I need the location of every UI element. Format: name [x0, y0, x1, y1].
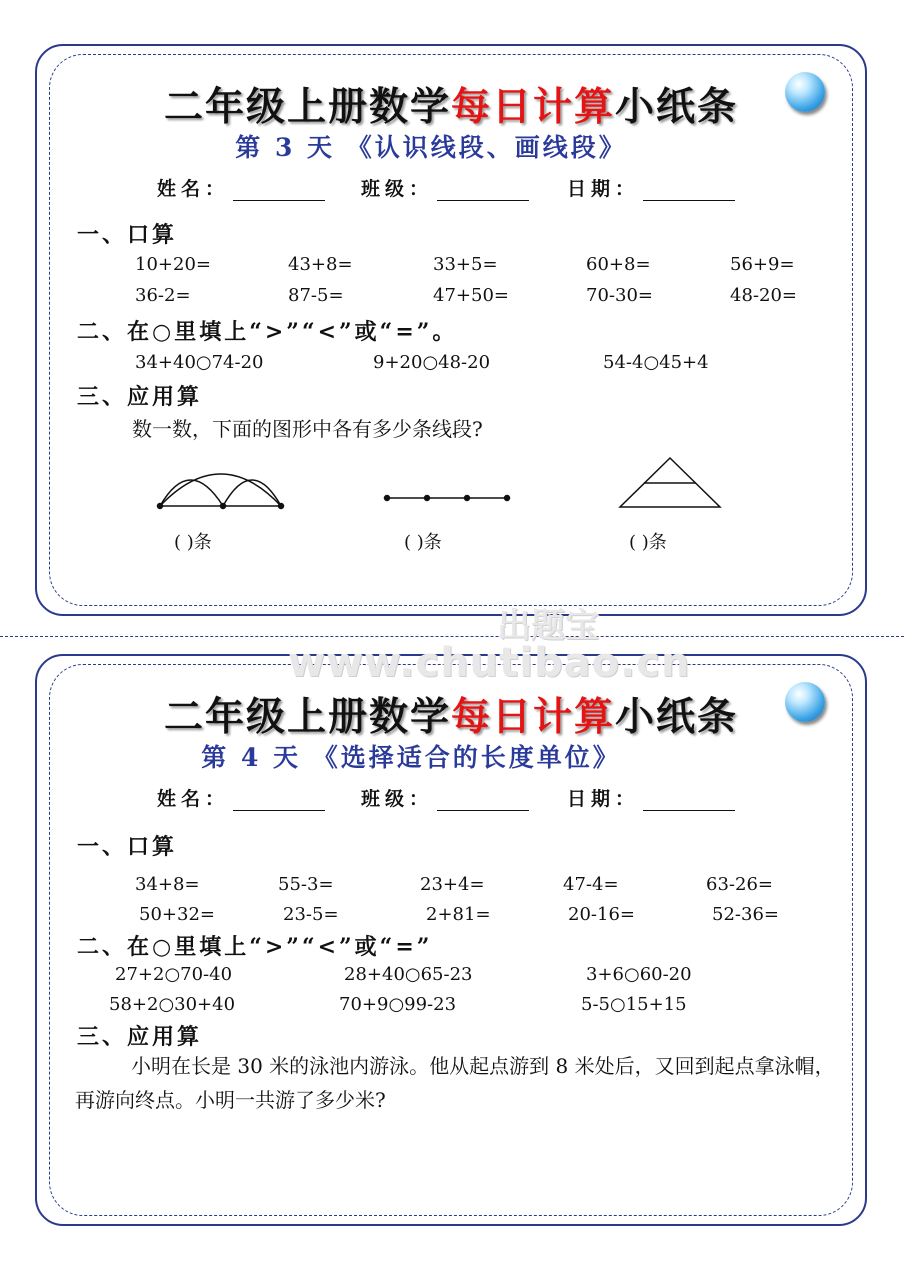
problem-item: 47+50= — [433, 285, 509, 306]
problem-item: 23-5= — [283, 904, 339, 925]
class-field[interactable]: 班级： — [361, 784, 529, 811]
card-title: 二年级上册数学每日计算小纸条 — [163, 695, 739, 740]
section-heading-oral: 一、口算 — [77, 834, 178, 860]
points-line-figure — [385, 496, 510, 501]
name-field[interactable]: 姓名： — [157, 784, 325, 811]
compare-item: 5-5○15+15 — [581, 994, 687, 1015]
watermark-url: www.chutibao.cn — [288, 640, 691, 686]
problem-item: 20-16= — [568, 904, 635, 925]
section-heading-application: 三、应用算 — [77, 1024, 203, 1050]
compare-item: 54-4○45+4 — [603, 352, 709, 373]
answer-blank[interactable]: ( )条 — [174, 532, 212, 553]
problem-item: 60+8= — [586, 254, 651, 275]
cut-line — [0, 636, 904, 637]
compare-item: 27+2○70-40 — [115, 964, 233, 985]
problem-item: 23+4= — [420, 874, 485, 895]
problem-item: 52-36= — [712, 904, 779, 925]
answer-blank[interactable]: ( )条 — [404, 532, 442, 553]
problem-item: 43+8= — [288, 254, 353, 275]
watermark-logo: 出题宝 — [497, 606, 599, 646]
problem-item: 87-5= — [288, 285, 344, 306]
problem-item: 33+5= — [433, 254, 498, 275]
date-field[interactable]: 日期： — [567, 784, 735, 811]
line-segment-figures — [37, 46, 869, 618]
card-subtitle: 第 4 天 《选择适合的长度单位》 — [201, 743, 621, 772]
card-subtitle: 第 3 天 《认识线段、画线段》 — [235, 133, 627, 162]
worksheet-card-day4 — [35, 654, 867, 1226]
problem-item: 36-2= — [135, 285, 191, 306]
problem-item: 2+81= — [426, 904, 491, 925]
problem-item: 55-3= — [278, 874, 334, 895]
problem-item: 50+32= — [139, 904, 215, 925]
date-field[interactable]: 日期： — [567, 174, 735, 201]
compare-item: 34+40○74-20 — [135, 352, 264, 373]
compare-item: 3+6○60-20 — [586, 964, 692, 985]
compare-item: 58+2○30+40 — [109, 994, 236, 1015]
problem-item: 47-4= — [563, 874, 619, 895]
class-field[interactable]: 班级： — [361, 174, 529, 201]
worksheet-card-day3 — [35, 44, 867, 616]
compare-item: 28+40○65-23 — [344, 964, 473, 985]
card-title: 二年级上册数学每日计算小纸条 — [163, 85, 739, 130]
problem-item: 63-26= — [706, 874, 773, 895]
triangle-figure — [620, 458, 720, 507]
problem-item: 34+8= — [135, 874, 200, 895]
arcs-figure — [158, 474, 284, 509]
problem-item: 10+20= — [135, 254, 211, 275]
question-text: 数一数，下面的图形中各有多少条线段? — [132, 417, 483, 441]
section-heading-compare: 二、在○里填上“>”“<”或“=”。 — [77, 319, 458, 345]
problem-item: 70-30= — [586, 285, 653, 306]
word-problem-text: 小明在长是 30 米的泳池内游泳。他从起点游到 8 米处后，又回到起点拿泳帽，再游向终点。小明一共游了多少米? — [75, 1054, 835, 1112]
name-field[interactable]: 姓名： — [157, 174, 325, 201]
answer-blank[interactable]: ( )条 — [629, 532, 667, 553]
section-heading-compare: 二、在○里填上“>”“<”或“=” — [77, 934, 433, 960]
problem-item: 56+9= — [730, 254, 795, 275]
blue-ball-icon — [785, 682, 825, 722]
compare-item: 70+9○99-23 — [339, 994, 457, 1015]
section-heading-application: 三、应用算 — [77, 384, 203, 410]
section-heading-oral: 一、口算 — [77, 222, 178, 248]
problem-item: 48-20= — [730, 285, 797, 306]
compare-item: 9+20○48-20 — [373, 352, 491, 373]
